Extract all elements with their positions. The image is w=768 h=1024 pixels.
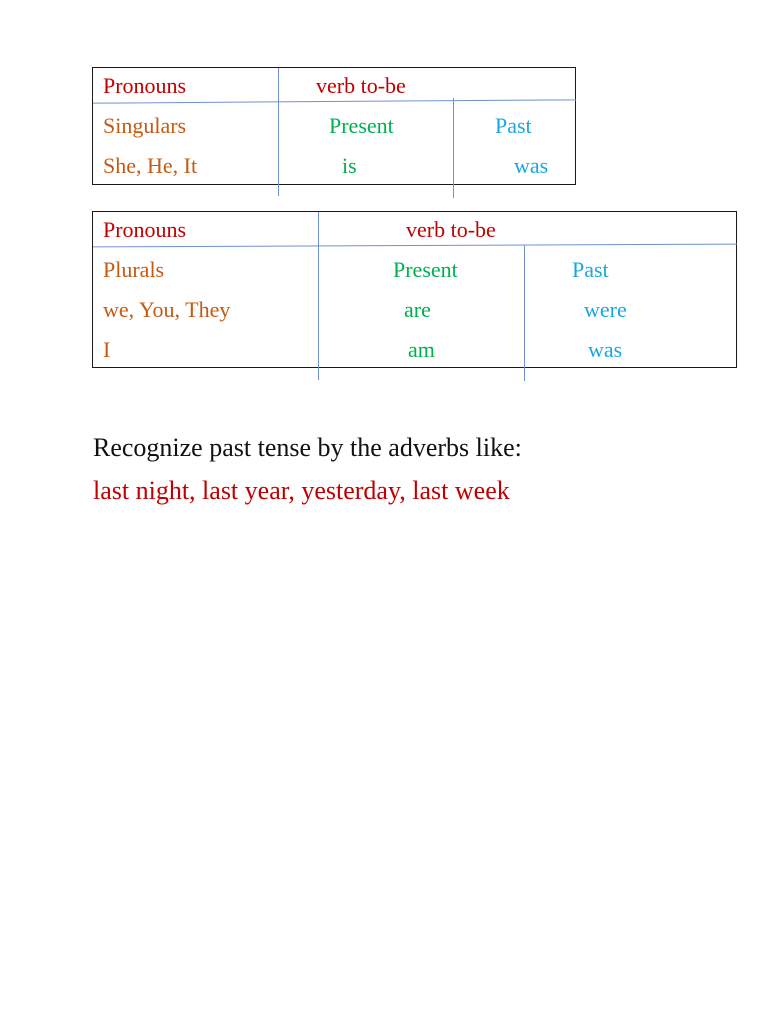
singular-group-label: Singulars xyxy=(103,113,187,138)
singular-table-col-divider-2 xyxy=(453,98,454,198)
singular-header-verb: verb to-be xyxy=(316,73,406,98)
singular-row-pronoun: She, He, It xyxy=(103,153,198,178)
plural-past-label: Past xyxy=(572,257,609,282)
plural-header-verb: verb to-be xyxy=(406,217,496,242)
plural-row-pronoun: we, You, They xyxy=(103,297,231,322)
plural-row-past: were xyxy=(584,297,627,322)
plural-row-present: am xyxy=(408,337,435,362)
note-intro: Recognize past tense by the adverbs like: xyxy=(93,433,522,462)
singular-past-label: Past xyxy=(495,113,532,138)
plural-group-label: Plurals xyxy=(103,257,165,282)
note-adverbs: last night, last year, yesterday, last week xyxy=(93,476,510,505)
plural-present-label: Present xyxy=(393,257,458,282)
singular-table-col-divider-1 xyxy=(278,68,279,196)
singular-header-pronouns: Pronouns xyxy=(103,73,187,98)
singular-row-past: was xyxy=(514,153,549,178)
plural-header-pronouns: Pronouns xyxy=(103,217,187,242)
singular-row-present: is xyxy=(342,153,357,178)
singular-present-label: Present xyxy=(329,113,394,138)
plural-row-present: are xyxy=(404,297,431,322)
plural-row-past: was xyxy=(588,337,623,362)
plural-table-col-divider-1 xyxy=(318,212,319,380)
plural-row-pronoun: I xyxy=(103,337,111,362)
plural-table-col-divider-2 xyxy=(524,245,525,381)
